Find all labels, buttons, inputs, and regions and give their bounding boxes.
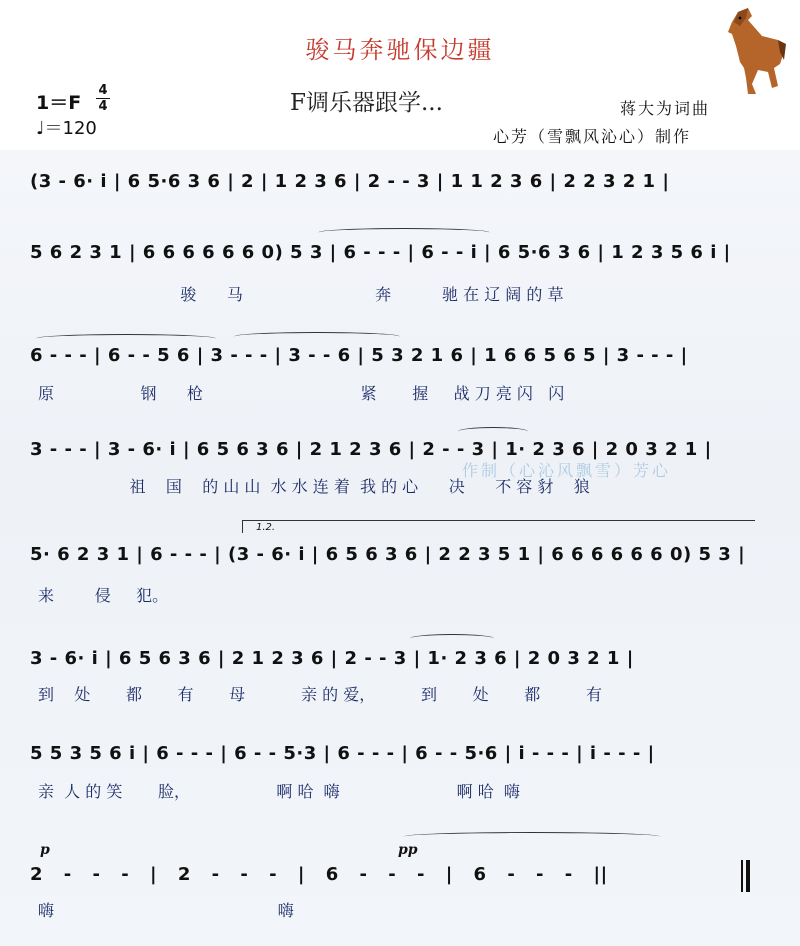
- final-barline-thin: [741, 860, 743, 892]
- tempo-marking: [36, 114, 97, 140]
- volta-label: 1.2.: [256, 522, 276, 533]
- time-denominator: 4: [98, 99, 108, 114]
- lyric-line-3: 原 钢 枪 紧 握 战 刀 亮 闪 闪: [38, 384, 565, 403]
- slur-arc: [318, 228, 490, 237]
- quarter-note-icon: ♩: [36, 118, 45, 139]
- lyric-line-8: 嗨 嗨: [38, 901, 294, 920]
- notation-line-2: 5 6 2 3 1 | 6 6 6 6 6 6 0) 5 3 | 6 - - - | 6 - - i | 6 5·6 3 6 | 1 2 3 5 6 i |: [30, 242, 731, 263]
- slur-arc: [234, 332, 400, 341]
- lyric-line-5: 来 侵 犯。: [38, 586, 169, 605]
- slur-arc: [36, 334, 216, 343]
- credit-lyrics-music: 蒋大为词曲: [620, 99, 711, 118]
- tempo-value: ＝120: [44, 118, 97, 139]
- credit-maker: 心芳（雪飘风沁心）制作: [493, 127, 692, 146]
- dynamic-pp: pp: [398, 842, 418, 858]
- time-signature: [96, 84, 110, 113]
- lyric-line-4: 祖 国 的 山 山 水 水 连 着 我 的 心 决 不 容 豺 狼: [38, 477, 590, 496]
- slur-arc: [404, 832, 660, 841]
- watermark: 作制（心沁风飘雪）芳心: [462, 461, 672, 480]
- lyric-line-6: 到 处 都 有 母 亲 的 爱， 到 处 都 有: [38, 685, 603, 704]
- lyric-line-7: 亲 人 的 笑 脸， 啊 哈 嗨 啊 哈 嗨: [38, 782, 520, 801]
- horse-icon: [718, 6, 788, 98]
- notation-line-3: 6 - - - | 6 - - 5 6 | 3 - - - | 3 - - 6 | 5 3 2 1 6 | 1 6 6 5 6 5 | 3 - - - |: [30, 345, 688, 366]
- notation-line-6: 3 - 6· i | 6 5 6 3 6 | 2 1 2 3 6 | 2 - - 3 | 1· 2 3 6 | 2 0 3 2 1 |: [30, 648, 634, 669]
- volta-bracket: [242, 520, 755, 533]
- lyric-line-2: 骏 马 奔 驰 在 辽 阔 的 草: [38, 285, 564, 304]
- notation-line-7: 5 5 3 5 6 i | 6 - - - | 6 - - 5·3 | 6 - - - | 6 - - 5·6 | i - - - | i - - - |: [30, 743, 655, 764]
- notation-line-4: 3 - - - | 3 - 6· i | 6 5 6 3 6 | 2 1 2 3 6 | 2 - - 3 | 1· 2 3 6 | 2 0 3 2 1 |: [30, 439, 712, 460]
- song-title: 骏马奔驰保边疆: [305, 36, 495, 64]
- time-numerator: 4: [98, 83, 108, 98]
- notation-line-8: 2 - - - | 2 - - - | 6 - - - | 6 - - - ||: [30, 864, 608, 885]
- dynamic-p: p: [40, 842, 50, 858]
- notation-line-1: (3 - 6· i | 6 5·6 3 6 | 2 | 1 2 3 6 | 2 - - 3 | 1 1 2 3 6 | 2 2 3 2 1 |: [30, 171, 670, 192]
- slur-arc: [410, 634, 494, 643]
- notation-line-5: 5· 6 2 3 1 | 6 - - - | (3 - 6· i | 6 5 6 3 6 | 2 2 3 5 1 | 6 6 6 6 6 6 0) 5 3 |: [30, 544, 746, 565]
- final-barline-thick: [746, 860, 750, 892]
- key-signature: 1＝F: [36, 92, 82, 114]
- subtitle: F调乐器跟学...: [290, 90, 443, 116]
- slur-arc: [458, 427, 528, 436]
